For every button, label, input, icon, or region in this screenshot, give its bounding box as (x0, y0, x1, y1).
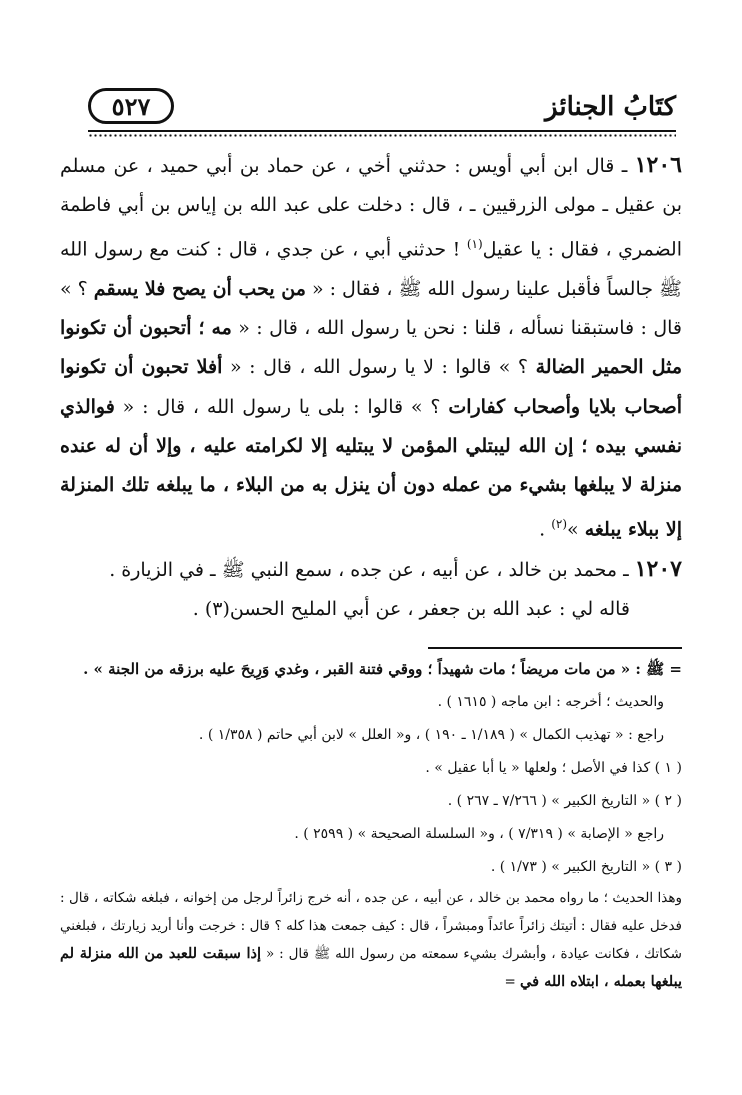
footnote-ref: (٣) (204, 597, 230, 620)
footnote-commentary (60, 884, 682, 996)
header-divider (88, 130, 676, 138)
page-header (88, 86, 676, 134)
footnote-ref: (١) (466, 237, 483, 252)
text: ؟ » قالوا : لا يا رسول الله ، قال : « (222, 356, 536, 379)
footnote-1: ( ١ ) كذا في الأصل ؛ ولعلها « يا أبا عقيل » . (425, 760, 682, 776)
bold-text: فوالذي نفسي بيده ؛ إن الله ليبتلي المؤمن لا يبتليه إلا لكرامته عليه ، وإلا أن له عنده منزلة لا يبلغها بشيء من عمله دون أن ينزل به من البلاء ، ما يبلغه تلك المنزلة إلا ببلاء يبلغه (60, 395, 682, 541)
footnote-line: راجع « الإصابة » ( ٧/٣١٩ ) ، و« السلسلة الصحيحة » ( ٢٥٩٩ ) . (294, 826, 664, 842)
text: ! حدثني أبي ، عن جدي ، قال : كنت مع رسول الله ﷺ جالساً فأقبل علينا رسول الله ﷺ ، فقال : « (60, 238, 682, 300)
running-title: كتَابُ الجنائز (545, 92, 676, 122)
text: ـ محمد بن خالد ، عن أبيه ، عن جده ، سمع النبي ﷺ ـ في الزيارة . (109, 558, 635, 581)
footnote-line: راجع : « تهذيب الكمال » ( ١/١٨٩ ـ ١٩٠ ) ، و« العلل » لابن أبي حاتم ( ١/٣٥٨ ) . (198, 727, 664, 743)
page-number: ٥٢٧ (88, 88, 174, 124)
text: . (539, 518, 552, 541)
text: = (504, 974, 521, 990)
text: ـ قال ابن أبي أويس : حدثني أخي ، عن حماد بن أبي حميد ، عن مسلم بن عقيل ـ مولى الزرقيين ـ ، قال : دخلت على عبد الله بن إياس بن أبي فاطمة الضمري ، فقال : يا عقيل (60, 155, 682, 261)
footnote-3: ( ٣ ) « التاريخ الكبير » ( ١/٧٣ ) . (490, 859, 682, 875)
hadith-1207-chain (60, 590, 682, 629)
footnote-ref: (٢) (551, 517, 568, 532)
footnote-2: ( ٢ ) « التاريخ الكبير » ( ٧/٢٦٦ ـ ٢٦٧ ) . (447, 793, 682, 809)
bold-text: مه ؛ أتحبون أن تكونوا مثل الحمير الضالة (60, 317, 683, 379)
hadith-1206 (60, 146, 682, 550)
text: » (567, 518, 585, 541)
footnotes (60, 656, 682, 996)
main-text (60, 146, 682, 629)
text: قاله لي : عبد الله بن جعفر ، عن أبي المليح الحسن (229, 597, 630, 620)
footnote-divider (428, 647, 682, 649)
hadith-number: ١٢٠٧ (634, 555, 682, 582)
footnote-line: والحديث ؛ أخرجه : ابن ماجه ( ١٦١٥ ) . (437, 694, 664, 710)
text: وهذا الحديث ؛ ما رواه محمد بن خالد ، عن أبيه ، عن جده ، أنه خرج زائراً لرجل من إخوانه ، فبلغه شكاته ، قال : فدخل عليه فقال : أتيتك زائراً عائداً ومبشراً ، قال : كيف جمعت هذا كله ؟ قال : خرجت وأنا أريد زيارتك ، فبلغني شكاتك ، فكانت عيادة ، وأبشرك بشيء سمعته من رسول الله ﷺ قال : « (60, 890, 682, 962)
hadith-number: ١٢٠٦ (634, 152, 682, 178)
footnote-continuation: = ﷺ : « من مات مريضاً ؛ مات شهيداً ؛ ووقي فتنة القبر ، وغدي وَرِيحَ عليه برزقه من الجنة » . (83, 660, 682, 678)
bold-text: إذا سبقت للعبد من الله منزلة لم يبلغها بعمله ، ابتلاه الله في (60, 945, 682, 990)
hadith-1207 (60, 550, 682, 590)
bold-text: أفلا تحبون أن تكونوا أصحاب بلايا وأصحاب كفارات (60, 356, 682, 418)
text: ؟ » قال : فاستبقنا نسأله ، قلنا : نحن يا رسول الله ، قال : « (60, 277, 683, 340)
text: . (192, 597, 205, 620)
text: ؟ » قالوا : بلى يا رسول الله ، قال : « (114, 395, 449, 418)
bold-text: من يحب أن يصح فلا يسقم (93, 277, 306, 300)
